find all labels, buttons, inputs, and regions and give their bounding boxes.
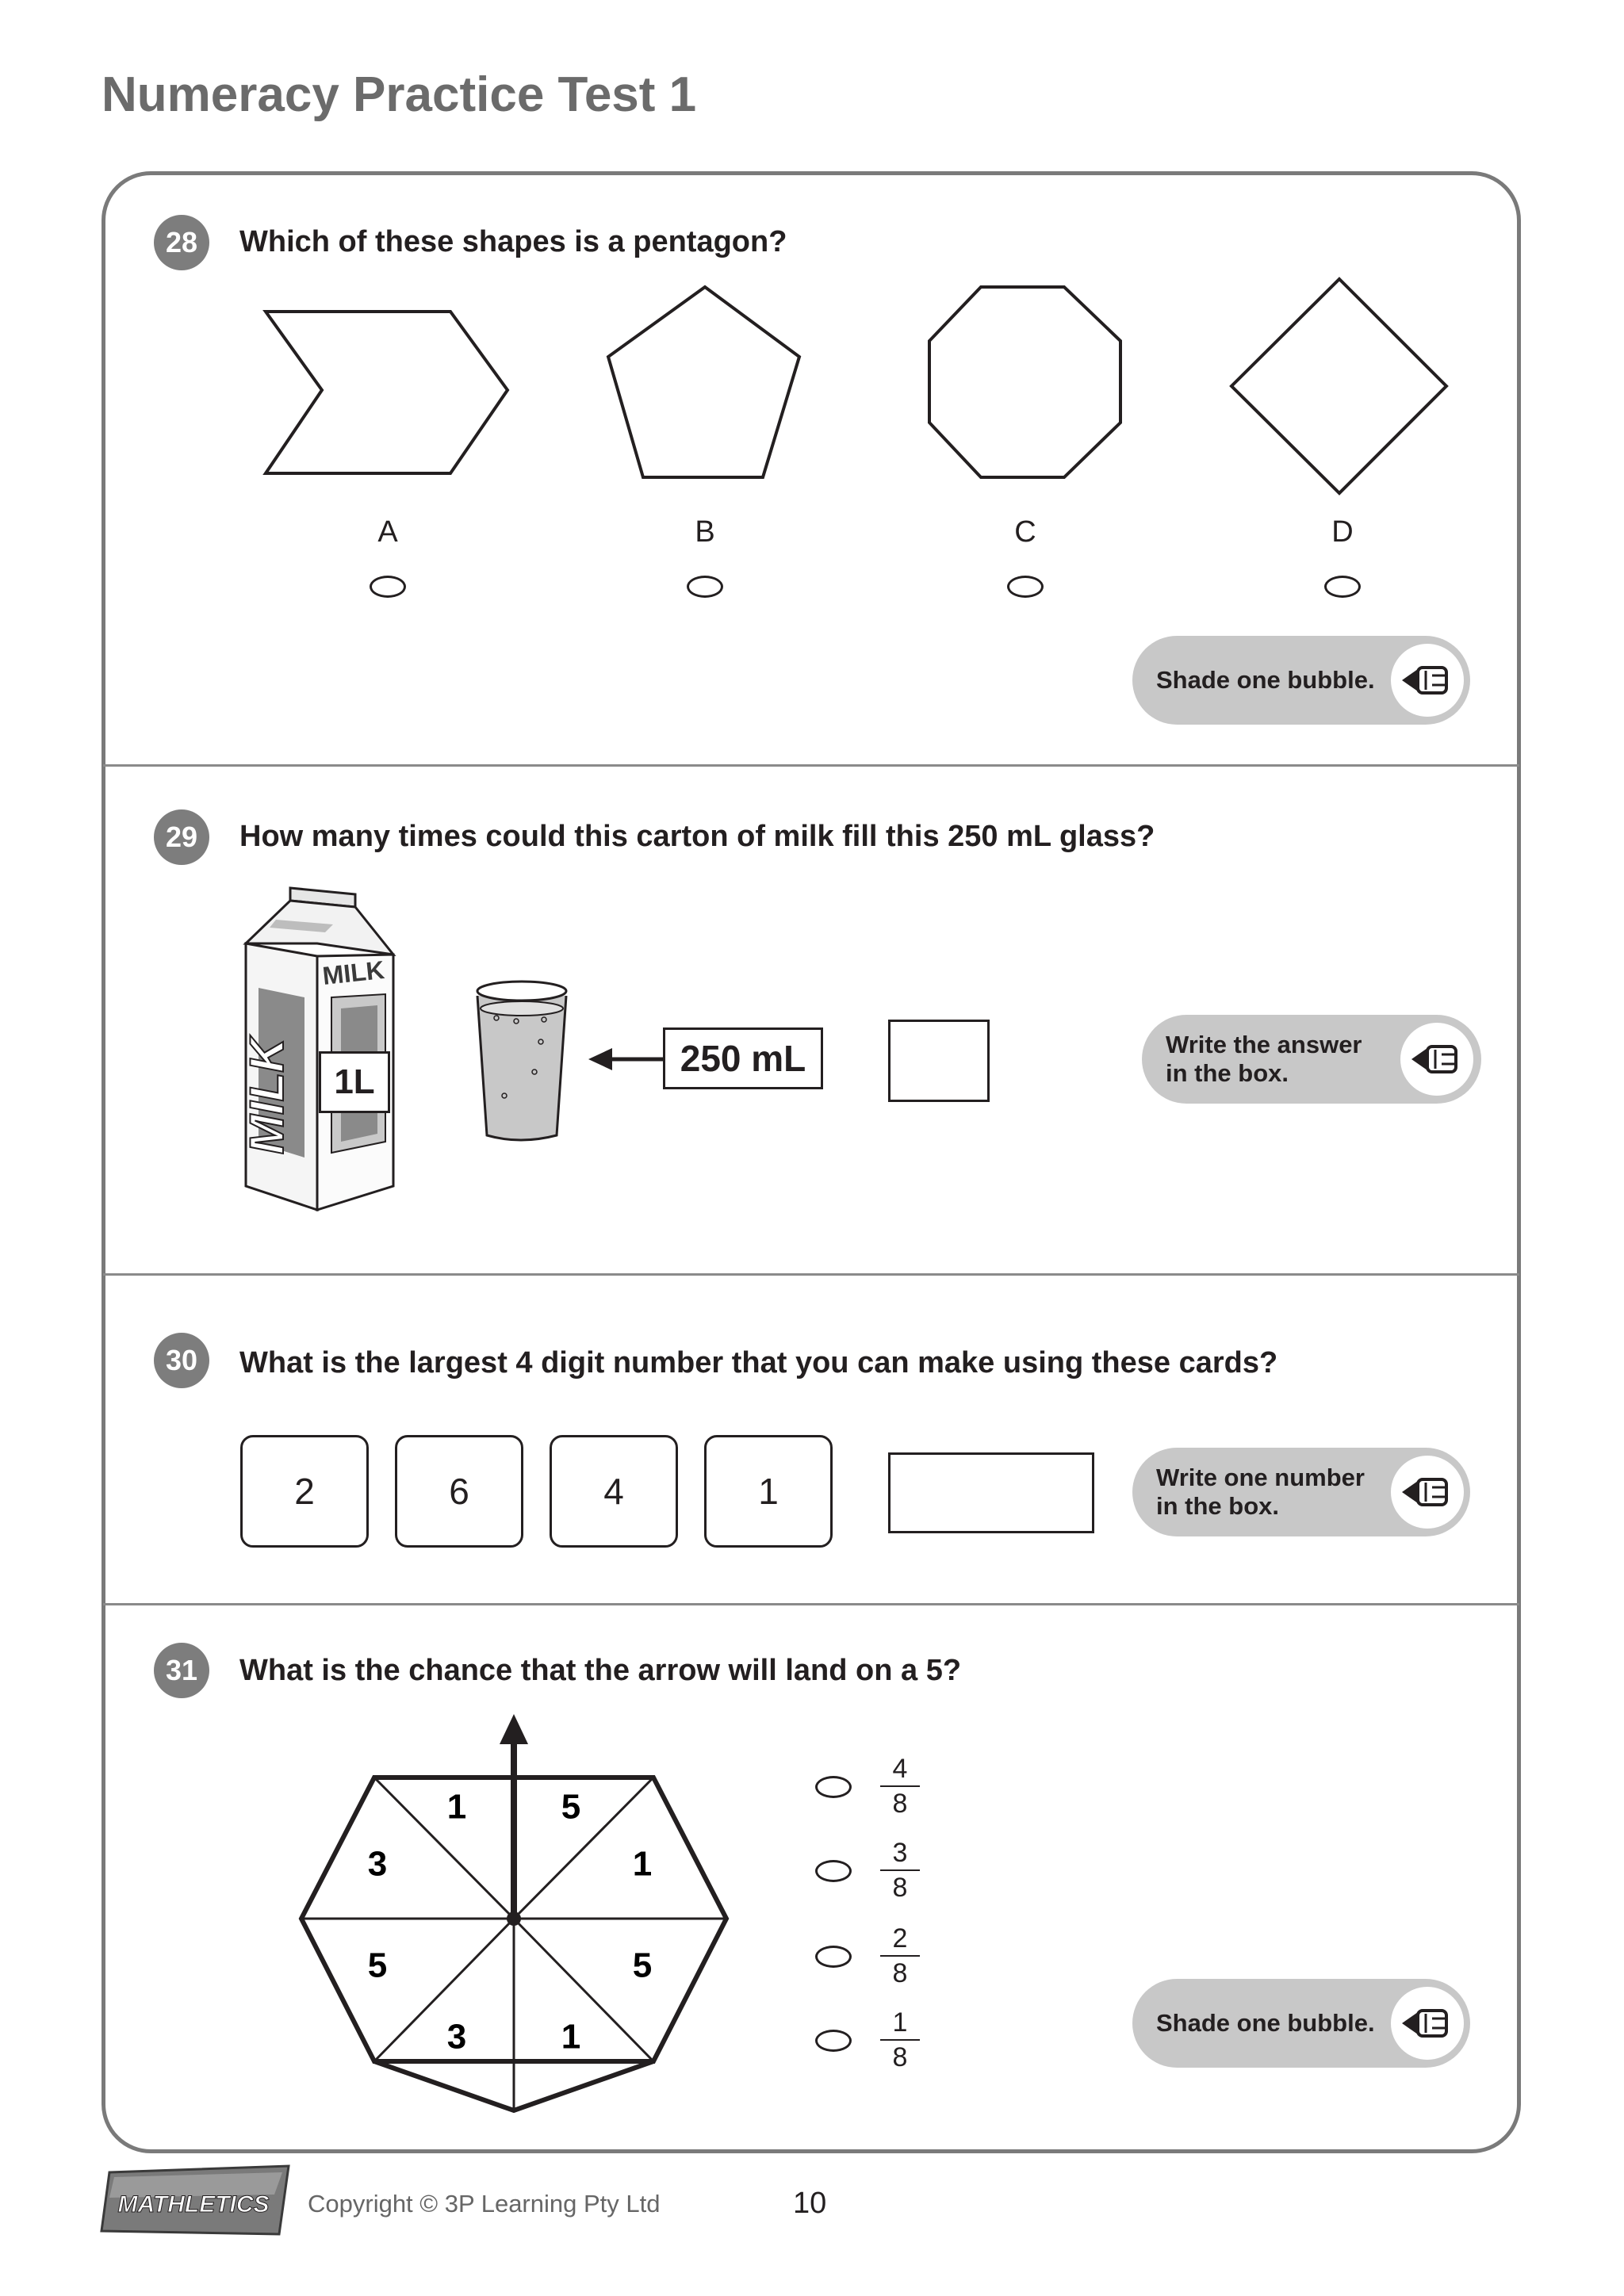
spinner-section-label: 3 bbox=[367, 1844, 388, 1884]
instruction-line-1: Write the answer bbox=[1166, 1031, 1362, 1058]
mathletics-logo bbox=[98, 2164, 292, 2239]
spinner bbox=[285, 1712, 745, 2125]
option-d-label: D bbox=[1331, 515, 1354, 549]
carton-side-text: MILK bbox=[240, 1038, 293, 1154]
answer-bubble-b[interactable] bbox=[687, 576, 723, 598]
answer-bubble-b[interactable] bbox=[815, 1860, 852, 1882]
number-card: 1 bbox=[704, 1435, 833, 1548]
divider bbox=[103, 764, 1519, 767]
spinner-section-label: 1 bbox=[632, 1844, 653, 1884]
glass-icon bbox=[473, 977, 573, 1146]
brand-text: MATHLETICS bbox=[117, 2191, 270, 2218]
question-number-30: 30 bbox=[154, 1333, 209, 1388]
chevron-arrow-icon bbox=[266, 312, 508, 473]
number-card: 6 bbox=[395, 1435, 523, 1548]
fraction-numerator: 4 bbox=[892, 1754, 908, 1784]
answer-bubble-c[interactable] bbox=[815, 1946, 852, 1968]
arrow-left-icon bbox=[587, 1043, 666, 1075]
pencil-icon bbox=[1391, 644, 1464, 717]
copyright: Copyright © 3P Learning Pty Ltd bbox=[308, 2190, 661, 2218]
octagon-icon bbox=[929, 287, 1120, 477]
question-number-29: 29 bbox=[154, 809, 209, 865]
pentagon-icon bbox=[608, 287, 799, 477]
page-title: Numeracy Practice Test 1 bbox=[102, 67, 697, 122]
fraction-numerator: 1 bbox=[892, 2007, 908, 2038]
spinner-section-label: 1 bbox=[446, 1787, 467, 1827]
instruction-line-1: Write one number bbox=[1156, 1464, 1365, 1491]
fraction-denominator: 8 bbox=[892, 1958, 908, 1988]
milk-carton-icon bbox=[238, 880, 412, 1221]
spinner-section-label: 1 bbox=[561, 2017, 581, 2057]
question-28-text: Which of these shapes is a pentagon? bbox=[239, 225, 787, 258]
answer-bubble-d[interactable] bbox=[815, 2030, 852, 2052]
page-number: 10 bbox=[793, 2187, 827, 2220]
instruction-text: Shade one bubble. bbox=[1156, 666, 1375, 694]
answer-box-29[interactable] bbox=[888, 1020, 990, 1102]
instruction-pill bbox=[1142, 1015, 1481, 1104]
spinner-section-label: 5 bbox=[632, 1946, 653, 1985]
question-30-text: What is the largest 4 digit number that you can make using these cards? bbox=[239, 1346, 1278, 1380]
fraction-option-b bbox=[880, 1838, 920, 1903]
pencil-icon bbox=[1391, 1456, 1464, 1529]
pencil-icon bbox=[1400, 1023, 1473, 1096]
fraction-option-c bbox=[880, 1923, 920, 1988]
option-b-label: B bbox=[695, 515, 715, 549]
number-card: 4 bbox=[550, 1435, 678, 1548]
fraction-denominator: 8 bbox=[892, 2042, 908, 2072]
answer-bubble-a[interactable] bbox=[370, 576, 406, 598]
instruction-pill bbox=[1132, 636, 1470, 725]
divider bbox=[103, 1603, 1519, 1605]
fraction-option-d bbox=[880, 2007, 920, 2072]
instruction-line-2: in the box. bbox=[1166, 1059, 1289, 1087]
spinner-section-label: 5 bbox=[367, 1946, 388, 1985]
diamond-icon bbox=[1231, 279, 1446, 493]
instruction-pill bbox=[1132, 1979, 1470, 2068]
question-number-28: 28 bbox=[154, 215, 209, 270]
pencil-icon bbox=[1391, 1987, 1464, 2060]
answer-bubble-a[interactable] bbox=[815, 1776, 852, 1798]
number-card: 2 bbox=[240, 1435, 369, 1548]
option-a-label: A bbox=[377, 515, 398, 549]
spinner-section-label: 3 bbox=[446, 2017, 467, 2057]
question-29-text: How many times could this carton of milk fill this 250 mL glass? bbox=[239, 820, 1155, 853]
answer-box-30[interactable] bbox=[888, 1452, 1094, 1533]
fraction-denominator: 8 bbox=[892, 1789, 908, 1819]
answer-bubble-c[interactable] bbox=[1007, 576, 1044, 598]
glass-volume-label: 250 mL bbox=[663, 1027, 823, 1089]
answer-bubble-d[interactable] bbox=[1324, 576, 1361, 598]
divider bbox=[103, 1273, 1519, 1276]
carton-volume-label: 1L bbox=[319, 1051, 390, 1113]
spinner-section-label: 5 bbox=[561, 1787, 581, 1827]
instruction-pill bbox=[1132, 1448, 1470, 1536]
instruction-text: Shade one bubble. bbox=[1156, 2009, 1375, 2037]
question-31-text: What is the chance that the arrow will land on a 5? bbox=[239, 1654, 962, 1687]
carton-top-text: MILK bbox=[320, 955, 386, 990]
fraction-numerator: 3 bbox=[892, 1838, 908, 1868]
fraction-numerator: 2 bbox=[892, 1923, 908, 1954]
fraction-denominator: 8 bbox=[892, 1873, 908, 1903]
option-c-label: C bbox=[1014, 515, 1036, 549]
instruction-line-2: in the box. bbox=[1156, 1492, 1279, 1520]
question-number-31: 31 bbox=[154, 1643, 209, 1698]
fraction-option-a bbox=[880, 1754, 920, 1819]
q28-shapes bbox=[0, 0, 1624, 714]
